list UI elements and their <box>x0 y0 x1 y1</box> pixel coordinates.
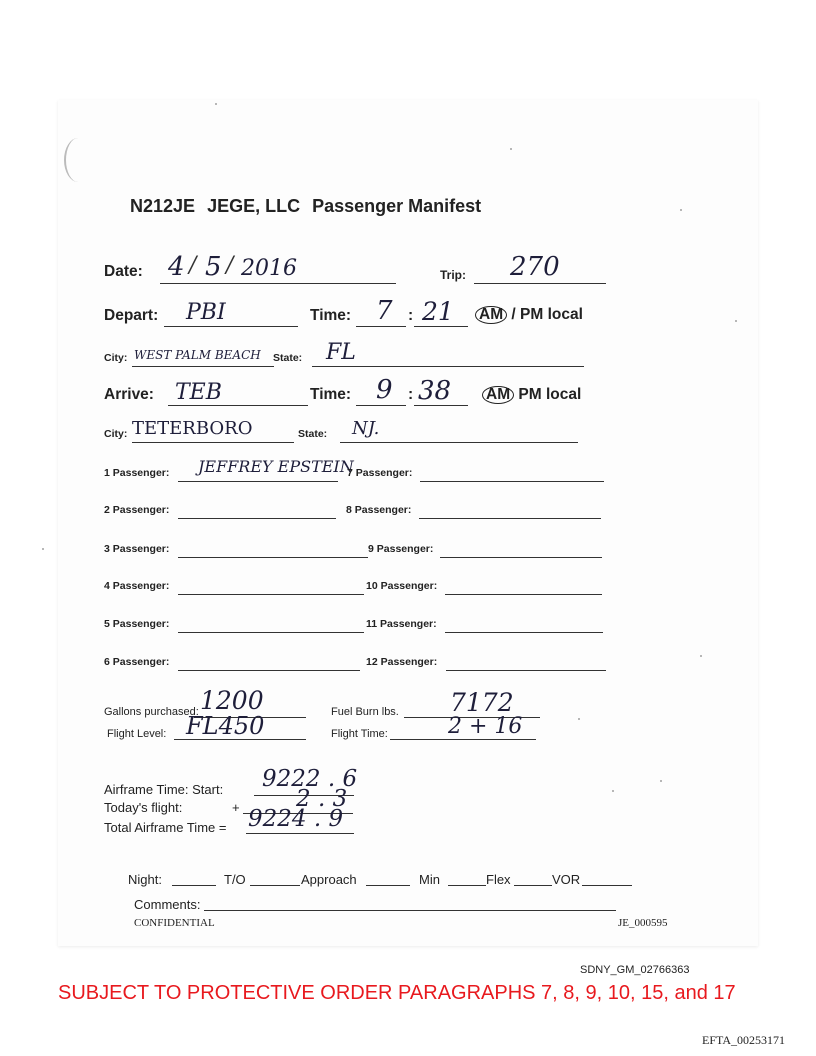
arrive-state-line <box>340 442 578 443</box>
form-title <box>130 196 481 217</box>
scan-speck <box>578 718 580 720</box>
total-airframe-label: Total Airframe Time = <box>104 820 227 835</box>
total-airframe-value: 9224 . 9 <box>248 806 344 832</box>
vor-label: VOR <box>552 872 581 887</box>
arrive-label: Arrive: <box>104 386 154 403</box>
airframe-start-label: Airframe Time: Start: <box>104 782 224 797</box>
arrive-hour-line <box>356 405 406 406</box>
gallons-label: Gallons purchased: <box>104 706 199 718</box>
time-colon: : <box>408 386 414 403</box>
night-label: Night: <box>128 872 162 887</box>
arrive-city-line <box>132 442 294 443</box>
scan-speck <box>660 780 662 782</box>
date-month: 4 <box>168 252 185 282</box>
arrive-state: NJ. <box>352 418 380 439</box>
trip-line <box>474 283 606 284</box>
time-colon: : <box>408 307 414 324</box>
arrive-airport: TEB <box>175 380 222 405</box>
scan-speck <box>612 790 614 792</box>
passenger-11-label: 11 Passenger: <box>366 618 437 630</box>
todays-flight-value: 2 . 3 <box>296 786 348 812</box>
efta-number: EFTA_00253171 <box>702 1033 786 1047</box>
arrive-line <box>168 405 308 406</box>
pm-local-label: / PM local <box>511 306 583 323</box>
comments-line <box>204 910 616 911</box>
fuel-burn-value: 7172 <box>450 688 514 717</box>
passenger-5-line <box>178 632 364 633</box>
tail-number: N212JE <box>130 196 196 216</box>
passenger-2-line <box>178 518 336 519</box>
arrive-ampm <box>482 386 581 404</box>
total-airframe-line <box>246 833 354 834</box>
flex-line <box>514 885 552 886</box>
flight-time-value: 2 + 16 <box>448 714 523 739</box>
passenger-12-line <box>446 670 606 671</box>
depart-time-label: Time: <box>310 307 352 324</box>
depart-city-line <box>132 366 274 367</box>
date-separator: / <box>226 253 234 278</box>
flight-level-value: FL450 <box>186 712 265 740</box>
arrive-minute: 38 <box>418 376 452 406</box>
passenger-11-line <box>445 632 603 633</box>
depart-line <box>164 326 298 327</box>
passenger-7-label: 7 Passenger: <box>347 467 413 479</box>
passenger-3-line <box>178 557 368 558</box>
flight-time-line <box>390 739 536 740</box>
scan-speck <box>510 148 512 150</box>
depart-hour-line <box>356 326 406 327</box>
passenger-8-label: 8 Passenger: <box>346 504 412 516</box>
passenger-4-label: 4 Passenger: <box>104 580 170 592</box>
airframe-start-value: 9222 . 6 <box>262 766 358 792</box>
passenger-1-name: JEFFREY EPSTEIN <box>198 457 354 476</box>
fuel-burn-label: Fuel Burn lbs. <box>331 706 399 718</box>
flight-time-label: Flight Time: <box>331 728 388 740</box>
passenger-10-line <box>445 594 602 595</box>
night-line <box>172 885 216 886</box>
to-label: T/O <box>224 872 246 887</box>
approach-line <box>366 885 410 886</box>
passenger-7-line <box>420 481 604 482</box>
min-line <box>448 885 486 886</box>
am-circled: AM <box>482 386 514 404</box>
sdny-bates-stamp: SDNY_GM_02766363 <box>580 964 690 976</box>
passenger-8-line <box>419 518 601 519</box>
arrive-time-label: Time: <box>310 386 352 403</box>
depart-ampm <box>475 306 583 324</box>
todays-flight-label: Today's flight: <box>104 800 183 815</box>
min-label: Min <box>419 872 440 887</box>
depart-city-label: City: <box>104 352 128 364</box>
confidential-label: CONFIDENTIAL <box>134 917 215 929</box>
depart-label: Depart: <box>104 307 159 324</box>
passenger-9-line <box>440 557 602 558</box>
pm-local-label: PM local <box>518 386 582 403</box>
trip-label: Trip: <box>440 268 466 282</box>
flex-label: Flex <box>486 872 511 887</box>
trip-number: 270 <box>510 252 560 282</box>
punch-hole-mark <box>64 138 92 182</box>
arrive-city-label: City: <box>104 428 128 440</box>
passenger-1-label: 1 Passenger: <box>104 467 170 479</box>
date-line <box>160 283 396 284</box>
date-separator: / <box>189 253 197 278</box>
arrive-city: TETERBORO <box>132 418 253 439</box>
scan-speck <box>735 320 737 322</box>
depart-hour: 7 <box>376 296 393 326</box>
company-name: JEGE, LLC <box>207 196 301 216</box>
depart-minute: 21 <box>422 297 454 326</box>
passenger-5-label: 5 Passenger: <box>104 618 170 630</box>
plus-sign: + <box>232 800 240 815</box>
depart-airport: PBI <box>186 300 226 325</box>
arrive-state-label: State: <box>298 428 328 440</box>
scan-speck <box>42 548 44 550</box>
date-year: 2016 <box>241 256 297 281</box>
passenger-2-label: 2 Passenger: <box>104 504 170 516</box>
passenger-6-label: 6 Passenger: <box>104 656 170 668</box>
gallons-value: 1200 <box>200 686 264 715</box>
date-label: Date: <box>104 263 143 280</box>
depart-state: FL <box>326 340 356 365</box>
scan-speck <box>215 103 217 105</box>
comments-label: Comments: <box>134 897 201 912</box>
protective-order-stamp: SUBJECT TO PROTECTIVE ORDER PARAGRAPHS 7, 8, 9, 10, 15, and 17 <box>58 982 736 1004</box>
depart-city: WEST PALM BEACH <box>134 348 261 362</box>
date-day: 5 <box>205 252 222 282</box>
depart-state-label: State: <box>273 352 303 364</box>
depart-state-line <box>312 366 584 367</box>
vor-line <box>582 885 632 886</box>
depart-minute-line <box>414 326 468 327</box>
passenger-6-line <box>178 670 360 671</box>
scan-speck <box>700 655 702 657</box>
passenger-12-label: 12 Passenger: <box>366 656 438 668</box>
passenger-1-line <box>178 481 338 482</box>
document-title: Passenger Manifest <box>312 196 482 216</box>
passenger-4-line <box>178 594 364 595</box>
to-line <box>250 885 300 886</box>
bates-number: JE_000595 <box>618 917 668 929</box>
scan-speck <box>680 209 682 211</box>
passenger-10-label: 10 Passenger: <box>366 580 438 592</box>
approach-label: Approach <box>301 872 357 887</box>
passenger-9-label: 9 Passenger: <box>368 543 434 555</box>
arrive-hour: 9 <box>376 375 393 405</box>
passenger-3-label: 3 Passenger: <box>104 543 170 555</box>
am-circled: AM <box>475 306 507 324</box>
flight-level-label: Flight Level: <box>107 728 167 740</box>
